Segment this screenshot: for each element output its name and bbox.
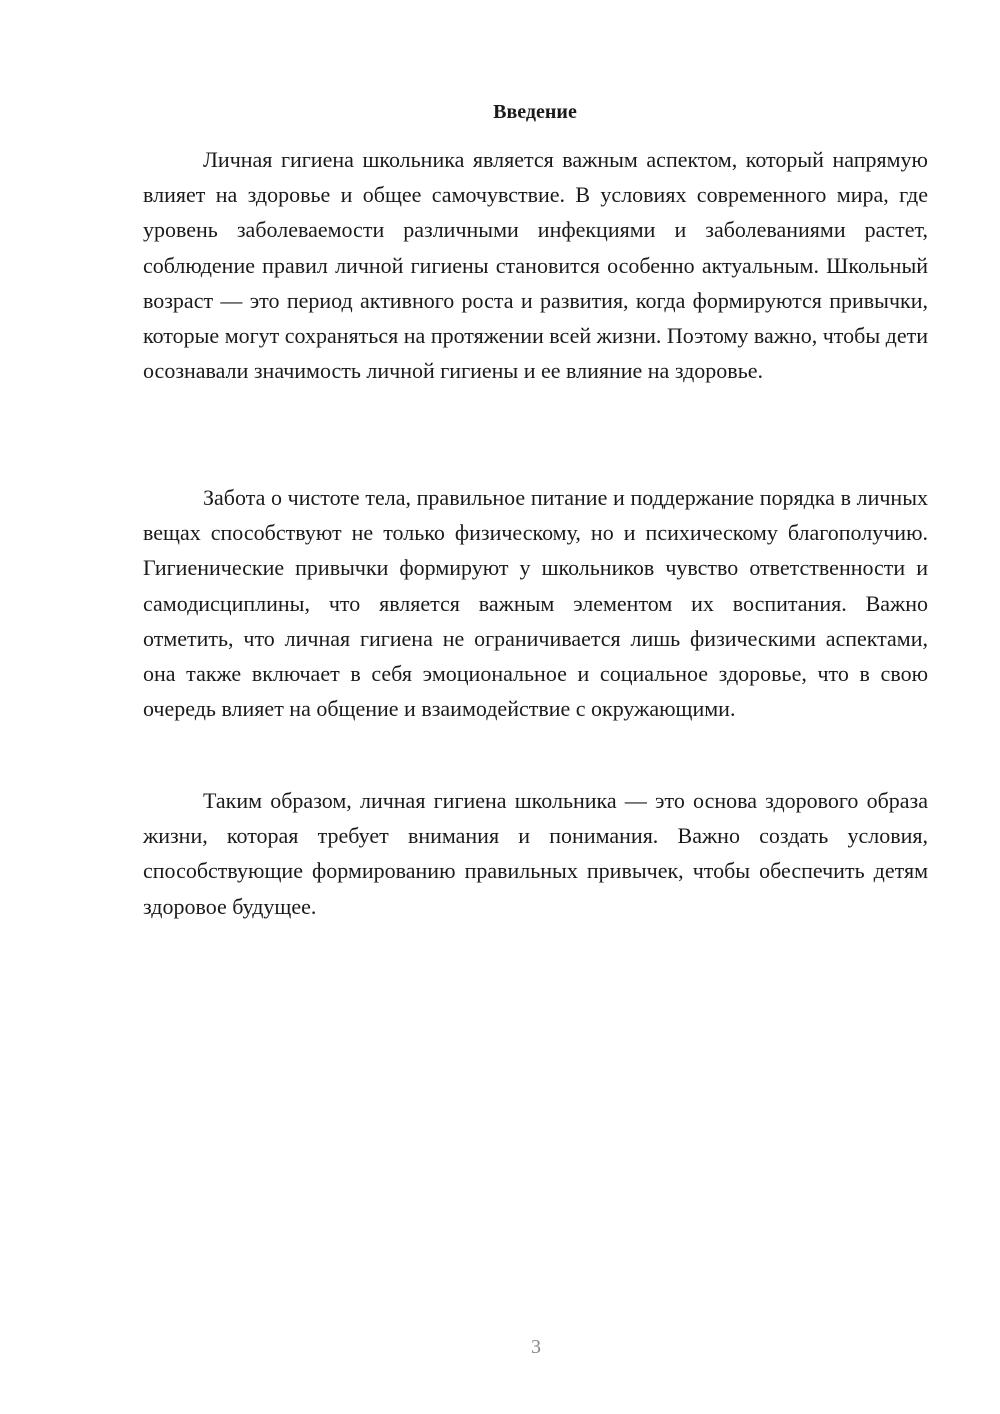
paragraph-2: Забота о чистоте тела, правильное питание и поддержание порядка в личных вещах способствуют не только физическому, но и психическому благополучию. Гигиенические привычки формируют у школьников чувство ответственности и самодисциплины, что является важным элементом их воспитания. Важно отметить, что личная гигиена не ограничивается лишь физическими аспектами, она также включает в себя эмоциональное и социальное здоровье, что в свою очередь влияет на общение и взаимодействие с окружающими. (143, 485, 928, 722)
page-title: Введение (493, 101, 577, 123)
paragraph-1: Личная гигиена школьника является важным аспектом, который напрямую влияет на здоровье и общее самочувствие. В условиях современного мира, где уровень заболеваемости различными инфекциями и заболеваниями растет, соблюдение правил личной гигиены становится особенно актуальным. Школьный возраст — это период активного роста и развития, когда формируются привычки, которые могут сохраняться на протяжении всей жизни. Поэтому важно, чтобы дети осознавали значимость личной гигиены и ее влияние на здоровье. (143, 147, 928, 384)
page-number: 3 (531, 1336, 541, 1358)
paragraph-3: Таким образом, личная гигиена школьника — это основа здорового образа жизни, которая требует внимания и понимания. Важно создать условия, способствующие формированию правильных привычек, чтобы обеспечить детям здоровое будущее. (143, 788, 928, 919)
